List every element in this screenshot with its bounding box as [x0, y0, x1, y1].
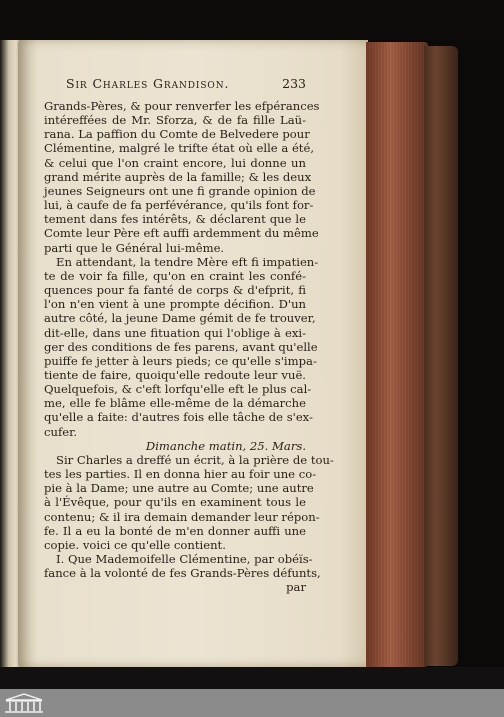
scan-top-margin	[0, 0, 504, 40]
paragraph-first-line: I. Que Mademoifelle Clémentine, par obéïs-	[56, 552, 313, 566]
text-line: intéreffées de Mr. Sforza, & de fa fille Laü-	[44, 113, 306, 128]
scan-bottom-margin	[0, 667, 504, 689]
page-text-block	[44, 76, 334, 595]
page-edges-shading	[366, 42, 428, 667]
text-line: te de voir fa fille, qu'on en craint les confé-	[44, 268, 306, 283]
text-line: me, elle fe blâme elle-même de la démarche	[44, 396, 306, 411]
paragraph-first-line: Sir Charles a dreffé un écrit, à la prière de tou-	[56, 452, 334, 467]
paragraph-first-line: En attendant, la tendre Mère eft fi impatien-	[56, 254, 319, 269]
text-line: Quelquefois, & c'eft lorfqu'elle eft le plus cal-	[44, 382, 312, 397]
text-line: grand mérite auprès de la famille; & les deux	[44, 169, 312, 184]
book-cover	[424, 46, 458, 666]
text-line: ger des conditions de fes parens, avant qu'elle	[44, 339, 318, 354]
text-line: Grands-Pères, & pour renverfer les efpérances	[44, 99, 320, 113]
text-line: & celui que l'on craint encore, lui donne un	[44, 155, 306, 170]
footer-strip	[0, 689, 504, 717]
running-head	[44, 77, 306, 99]
text-line: à l'Évêque, pour qu'ils en examinent tous le	[44, 495, 306, 510]
dateline: Dimanche matin, 25. Mars.	[145, 438, 306, 453]
text-line: dit-elle, dans une fituation qui l'oblige à exi-	[44, 325, 306, 340]
text-line: l'on n'en vient à une prompte décifion. D'un	[44, 297, 306, 312]
text-line: pie à la Dame; une autre au Comte; une autre	[44, 481, 314, 496]
paragraph-end-line: cufer.	[44, 424, 78, 439]
paragraph-end-line: copie. voici ce qu'elle contient.	[44, 537, 226, 552]
catchword: par	[286, 580, 306, 595]
text-line: rana. La paffion du Comte de Belvedere pour	[44, 127, 310, 142]
text-line: tement dans fes intérêts, & déclarent que le	[44, 212, 306, 227]
text-line: qu'elle a faite: d'autres fois elle tâche de s'ex-	[44, 410, 313, 425]
text-line: puiffe fe jetter à leurs pieds; ce qu'elle s'impa-	[44, 353, 317, 368]
text-line: tes les parties. Il en donna hier au foir une co-	[44, 467, 317, 482]
paragraph-end-line: parti que le Général lui-même.	[44, 240, 225, 255]
text-line: Comte leur Père eft auffi ardemment du même	[44, 226, 319, 241]
text-line: tiente de faire, quoiqu'elle redoute leur vuë.	[44, 367, 306, 382]
text-line: contenu; & il ira demain demander leur répon-	[44, 509, 320, 524]
running-head-title: Sir Charles Grandison.	[66, 76, 230, 91]
text-line: autre côté, la jeune Dame gémit de fe trouver,	[44, 311, 316, 326]
text-line: jeunes Seigneurs ont une fi grande opinion de	[44, 183, 316, 198]
text-line: quences pour fa fanté de corps & d'efprit, fi	[44, 283, 306, 298]
facing-page-edge	[0, 40, 20, 667]
text-line: Clémentine, malgré le trifte état où elle a été,	[44, 141, 315, 156]
page-number: 233	[282, 76, 306, 91]
library-building-logo-icon	[2, 691, 46, 715]
text-line: fe. Il a eu la bonté de m'en donner auffi une	[44, 523, 306, 538]
text-line: fance à la volonté de fes Grands-Pères défunts,	[44, 566, 321, 581]
text-line: lui, à caufe de fa perfévérance, qu'ils font for-	[44, 198, 314, 213]
